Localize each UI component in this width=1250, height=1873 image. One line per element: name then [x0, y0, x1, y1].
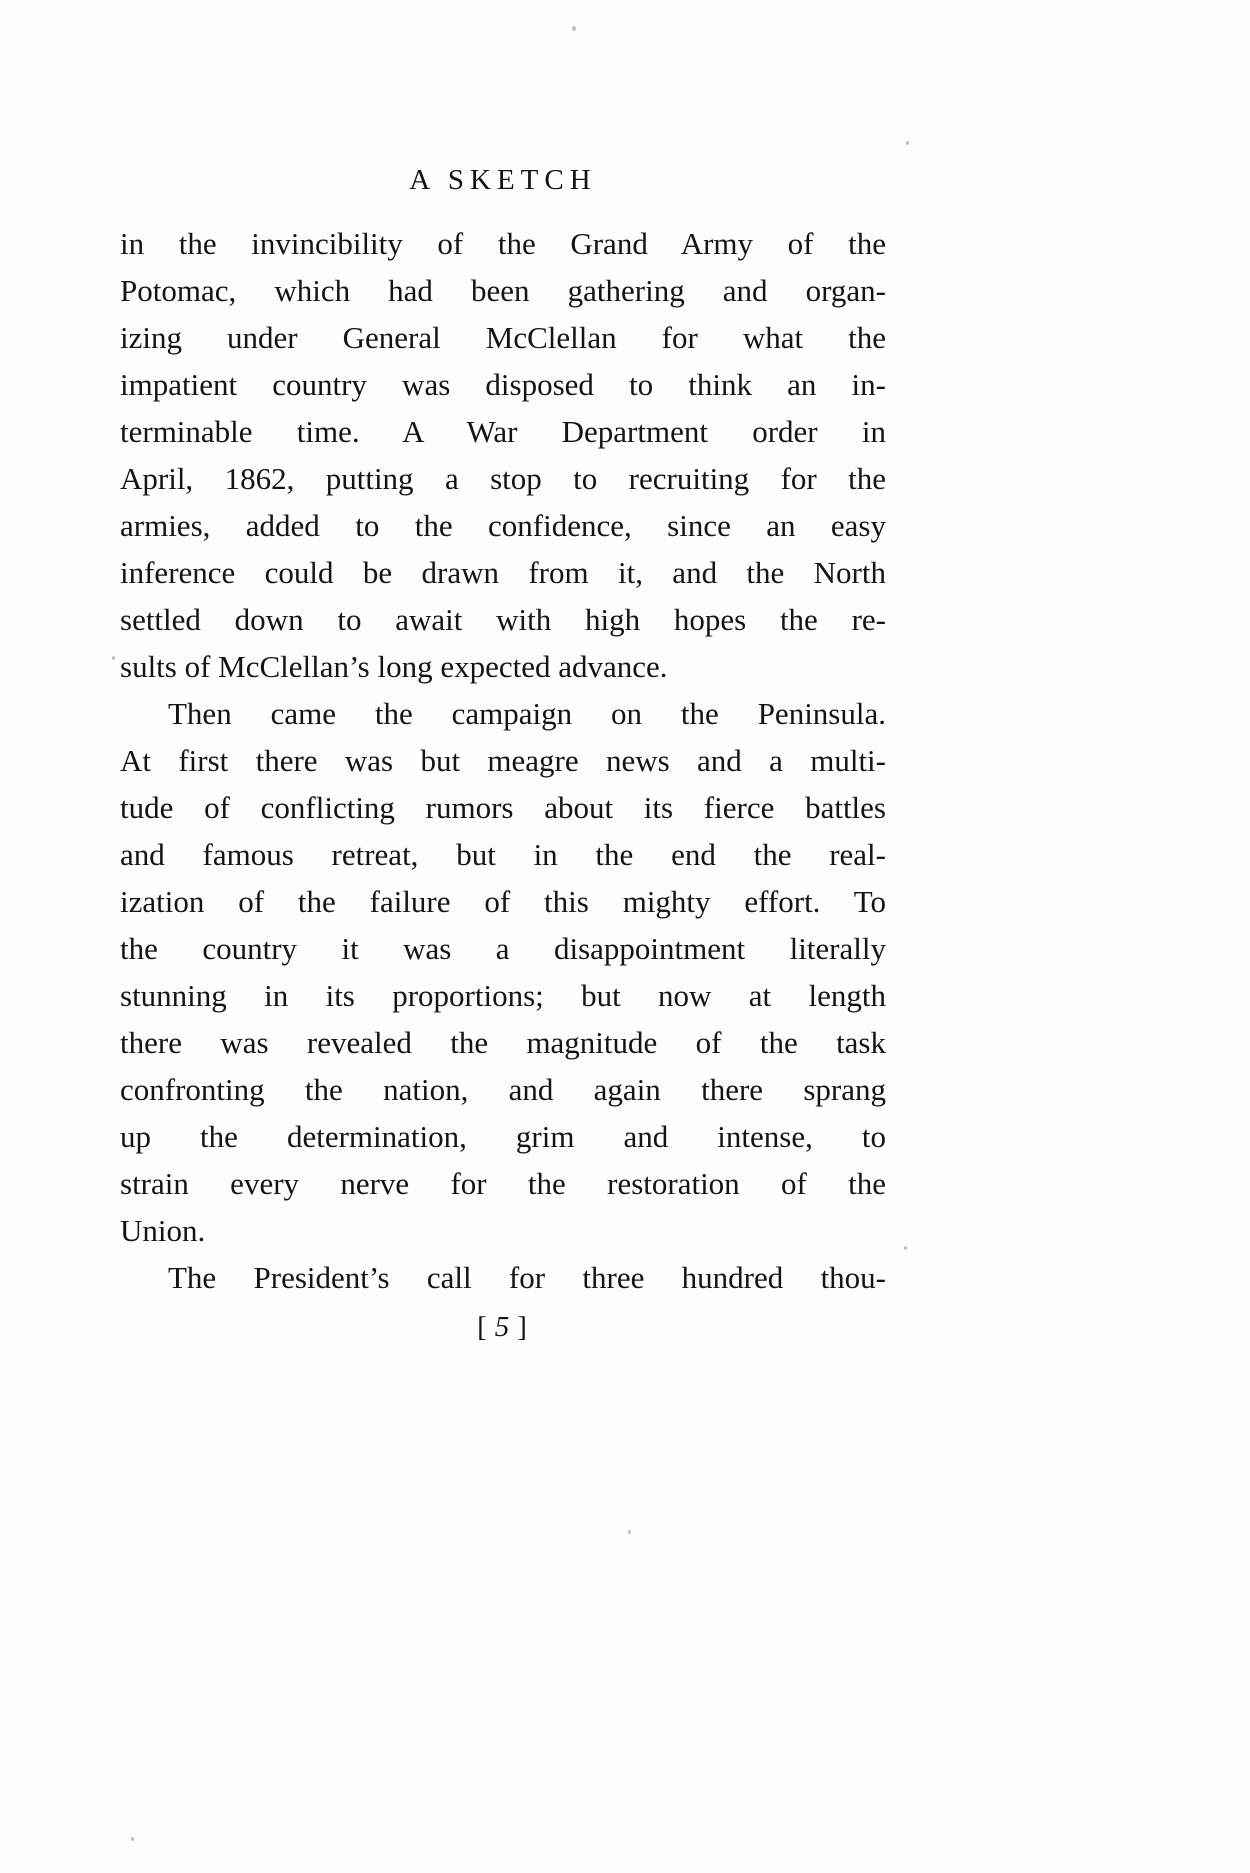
- text-line: in the invincibility of the Grand Army of the: [120, 226, 886, 261]
- text-line: and famous retreat, but in the end the real-: [120, 837, 886, 872]
- page-number: [120, 1305, 886, 1349]
- text-line: strain every nerve for the restoration of the: [120, 1166, 886, 1201]
- body-text: [120, 220, 886, 1301]
- text-line: At first there was but meagre news and a multi-: [120, 743, 886, 778]
- paragraph: [120, 690, 886, 1254]
- text-line: Then came the campaign on the Peninsula.: [168, 696, 886, 731]
- text-line: settled down to await with high hopes the re-: [120, 602, 886, 637]
- page-number-value: 5: [494, 1311, 512, 1343]
- page-number-close-bracket: ]: [517, 1311, 529, 1343]
- scan-speck: [904, 1246, 907, 1250]
- text-line: armies, added to the confidence, since an easy: [120, 508, 886, 543]
- scan-speck: [572, 26, 576, 31]
- text-line: there was revealed the magnitude of the task: [120, 1025, 886, 1060]
- text-line: the country it was a disappointment literally: [120, 931, 886, 966]
- paragraph: [120, 1254, 886, 1301]
- running-head: A SKETCH: [409, 164, 597, 196]
- text-line: confronting the nation, and again there sprang: [120, 1072, 886, 1107]
- scan-speck: [131, 1837, 134, 1841]
- text-line: izing under General McClellan for what the: [120, 320, 886, 355]
- page-number-open-bracket: [: [477, 1311, 489, 1343]
- text-line: Potomac, which had been gathering and organ-: [120, 273, 886, 308]
- scan-speck: [628, 1530, 631, 1534]
- text-line: inference could be drawn from it, and the North: [120, 555, 886, 590]
- scan-speck: [906, 141, 909, 145]
- paragraph: [120, 220, 886, 690]
- text-block: [120, 158, 886, 1349]
- text-line: April, 1862, putting a stop to recruiting for the: [120, 461, 886, 496]
- text-line: ization of the failure of this mighty effort. To: [120, 884, 886, 919]
- text-line: sults of McClellan’s long expected advance.: [120, 649, 668, 684]
- text-line: The President’s call for three hundred thou-: [168, 1260, 886, 1295]
- text-line: tude of conflicting rumors about its fierce battles: [120, 790, 886, 825]
- text-line: Union.: [120, 1213, 206, 1248]
- text-line: impatient country was disposed to think an in-: [120, 367, 886, 402]
- text-line: up the determination, grim and intense, to: [120, 1119, 886, 1154]
- text-line: stunning in its proportions; but now at length: [120, 978, 886, 1013]
- text-line: terminable time. A War Department order in: [120, 414, 886, 449]
- scan-speck: [112, 656, 115, 660]
